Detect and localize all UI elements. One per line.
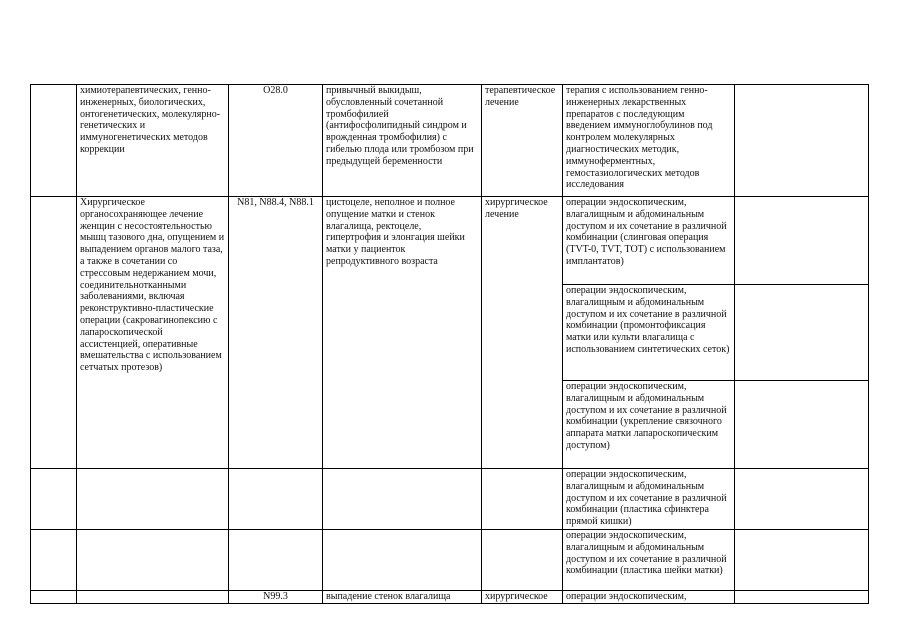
condition-cell [323,469,482,530]
treatment-type-cell [482,469,563,530]
description-cell [77,469,229,530]
description-cell [77,85,229,197]
empty-cell [735,197,869,285]
method-text: терапия с использованием генно-инженерных лекарственных препаратов с последующим введением иммуноглобулинов под контролем молекулярных диагностических методик, иммуноферментных, гемостазиологических методов исследования [566,85,713,191]
treatment-type-text: хирургическое [485,591,548,602]
treatment-type-cell [482,591,563,604]
code-cell [229,469,323,530]
table-row [31,197,869,285]
row-number-cell [31,85,77,197]
method-cell [563,530,735,591]
condition-cell [323,85,482,197]
condition-text: привычный выкидыш, обусловленный сочетанной тромбофилией (антифосфолипидный синдром и врожденная тромбофилия) с гибелью плода или тромбозом при предыдущей беременности [326,85,474,167]
treatment-type-text: хирургическое лечение [485,197,548,220]
code-text: N81, N88.4, N88.1 [237,197,314,208]
empty-cell [735,381,869,469]
description-text: Хирургическое органосохраняющее лечение женщин с несостоятельностью мышц тазового дна, опущением и выпадением органов малого таза, а также в сочетании со стрессовым недержанием мочи, соединительнотканными заболеваниями, включая реконструктивно-пластические операции (сакровагинопексию с лапароскопической ассистенцией, оперативные вмешательства с использованием сетчатых протезов) [80,197,225,374]
description-cell [77,530,229,591]
empty-cell [735,469,869,530]
code-cell [229,591,323,604]
condition-text: выпадение стенок влагалища [326,591,451,602]
row-number-cell [31,469,77,530]
method-cell [563,469,735,530]
code-text: O28.0 [263,85,288,96]
condition-cell [323,197,482,469]
empty-cell [735,530,869,591]
code-cell [229,197,323,469]
procedures-table [30,84,869,604]
method-cell [563,197,735,285]
empty-cell [735,85,869,197]
table-row [31,469,869,530]
condition-text: цистоцеле, неполное и полное опущение матки и стенок влагалища, ректоцеле, гипертрофия и элонгация шейки матки у пациенток репродуктивного возраста [326,197,465,267]
treatment-type-cell [482,530,563,591]
method-text: операции эндоскопическим, влагалищным и абдоминальным доступом и их сочетание в различной комбинации (пластика сфинктера прямой кишки) [566,469,727,528]
method-cell [563,381,735,469]
row-number-cell [31,197,77,469]
method-text: операции эндоскопическим, влагалищным и абдоминальным доступом и их сочетание в различной комбинации (пластика шейки матки) [566,530,727,577]
treatment-type-text: терапевтическое лечение [485,85,556,108]
description-cell [77,591,229,604]
condition-cell [323,591,482,604]
code-cell [229,530,323,591]
condition-cell [323,530,482,591]
method-text: операции эндоскопическим, [566,591,687,602]
description-text: химиотерапевтических, генно-инженерных, биологических, онтогенетических, молекулярно-генетических и иммуногенетических методов коррекции [80,85,221,155]
code-cell [229,85,323,197]
empty-cell [735,285,869,381]
row-number-cell [31,591,77,604]
method-text: операции эндоскопическим, влагалищным и абдоминальным доступом и их сочетание в различной комбинации (слинговая операция (TVT-0, TVT, TOT) с использованием имплантатов) [566,197,727,267]
method-cell [563,285,735,381]
table-row [31,85,869,197]
treatment-type-cell [482,197,563,469]
code-text: N99.3 [263,591,288,602]
row-number-cell [31,530,77,591]
method-cell [563,85,735,197]
empty-cell [735,591,869,604]
table-row [31,530,869,591]
method-text: операции эндоскопическим, влагалищным и абдоминальным доступом и их сочетание в различной комбинации (укрепление связочного аппарата матки лапароскопическим доступом) [566,381,727,451]
table-row [31,591,869,604]
method-text: операции эндоскопическим, влагалищным и абдоминальным доступом и их сочетание в различной комбинации (промонтофиксация матки или культи влагалища с использованием синтетических сеток) [566,285,730,355]
description-cell [77,197,229,469]
method-cell [563,591,735,604]
treatment-type-cell [482,85,563,197]
